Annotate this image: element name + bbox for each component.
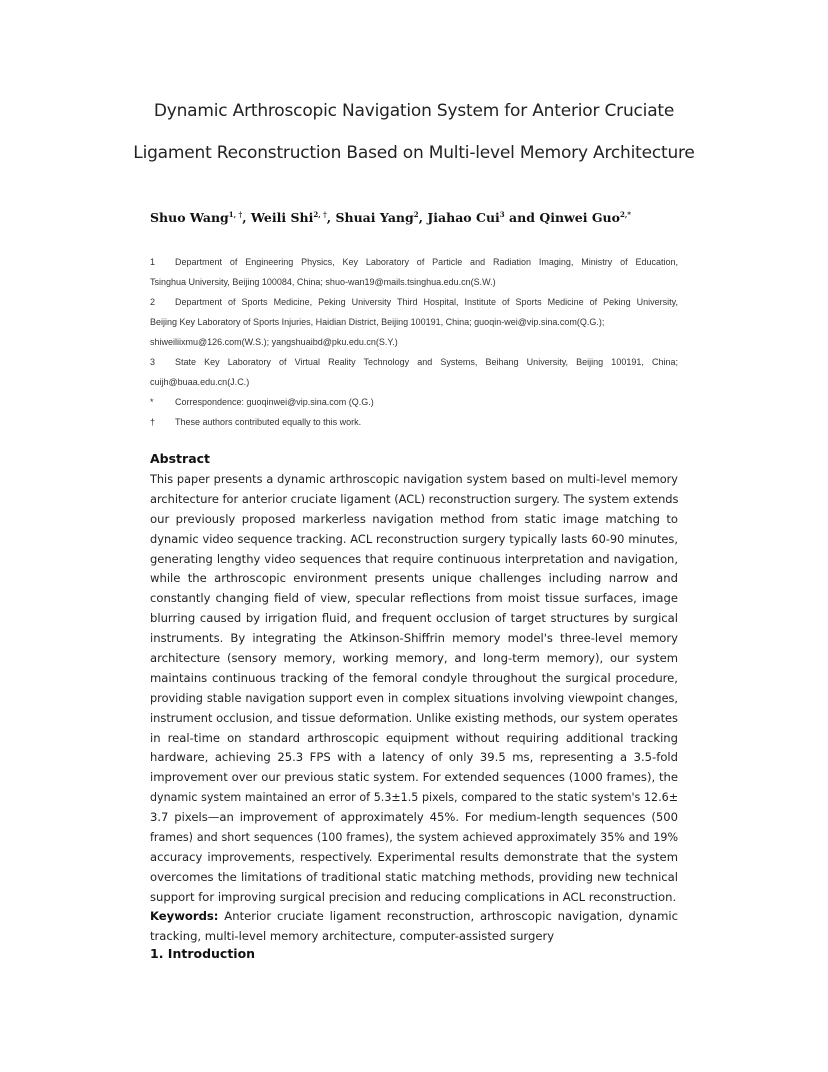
keywords-line-2: tracking, multi-level memory architecture, computer-assisted surgery [150,928,555,943]
author-affiliation-mark: 2, † [313,209,327,219]
paper-title-line-2: Ligament Reconstruction Based on Multi-level Memory Architecture [133,143,695,163]
author-affiliation-mark: 3 [499,209,505,219]
abstract-line: support for improving surgical precision and reducing complications in ACL reconstruction. [150,889,677,904]
affiliation-text: These authors contributed equally to this work. [175,417,362,427]
abstract-line: This paper presents a dynamic arthroscopic navigation system based on multi-level memory [150,473,678,486]
affiliation-text-line-1: State Key Laboratory of Virtual Reality Technology and Systems, Beihang University, Beijing 100191, China; [175,357,678,367]
affiliation-item [150,332,678,352]
author-separator: , [326,210,336,225]
author-separator: , [242,210,251,225]
affiliation-text-continuation: shiweiliixmu@126.com(W.S.); yangshuaibd@pku.edu.cn(S.Y.) [150,337,398,347]
author-name: Qinwei Guo [539,210,620,225]
abstract-line: generating lengthy video sequences that require continuous interpretation and navigation, [150,551,678,566]
abstract-line: instruments. By integrating the Atkinson-Shiffrin memory model's three-level memory [150,631,678,646]
abstract-line: constantly changing field of view, specular reflections from moist tissue surfaces, image [150,591,678,606]
affiliation-item [150,292,678,332]
abstract-line: blurring caused by irrigation fluid, and frequent occlusion of target structures by surgical [150,611,678,626]
affiliation-marker: 2 [150,297,156,307]
author-separator: , [418,210,428,225]
affiliation-marker: 1 [150,257,156,267]
section-heading-introduction: 1. Introduction [150,946,256,961]
abstract-line: providing stable navigation support even in complex situations involving viewpoint changes, [150,691,678,705]
abstract-line: instrument occlusion, and tissue deformation. Unlike existing methods, our system operates [150,710,678,725]
affiliation-text-continuation: Beijing Key Laboratory of Sports Injuries, Haidian District, Beijing 100191, China; guoqin-wei@vip.sina.com(Q.G.); [150,317,605,327]
abstract-line: overcomes the limitations of traditional static matching methods, providing new technical [150,869,678,884]
abstract-line: maintains continuous tracking of the femoral condyle throughout the surgical procedure, [150,670,678,685]
paper-title-line-1: Dynamic Arthroscopic Navigation System for Anterior Cruciate [153,101,675,121]
affiliation-item [150,252,678,292]
author-name: Shuo Wang [150,210,229,225]
keywords-text-1: Anterior cruciate ligament reconstruction, arthroscopic navigation, dynamic [218,909,678,923]
affiliation-item [150,352,678,392]
author-affiliation-mark: 2 [413,209,419,219]
abstract-line: our previously proposed markerless navigation method from static image matching to [150,511,678,526]
affiliation-text: Correspondence: guoqinwei@vip.sina.com (Q.G.) [175,397,374,407]
keywords-block [150,907,678,947]
affiliation-marker: † [150,417,156,427]
abstract-line: accuracy improvements, respectively. Experimental results demonstrate that the system [150,849,678,864]
author-list [150,210,631,225]
abstract-line: 3.7 pixels—an improvement of approximately 45%. For medium-length sequences (500 [150,810,678,825]
affiliation-text-line-1: Department of Sports Medicine, Peking University Third Hospital, Institute of Sports Medicine of Peking University, [175,297,678,307]
abstract-line: architecture (sensory memory, working memory, and long-term memory), our system [150,651,678,666]
abstract-line: hardware, achieving 25.3 FPS with a latency of only 39.5 ms, representing a 3.5-fold [150,750,678,765]
keywords-line-1 [150,907,678,927]
abstract-body [150,470,678,908]
abstract-line: improvement over our previous static system. For extended sequences (1000 frames), the [150,770,678,785]
author-separator: and [504,210,540,225]
author-name: Jiahao Cui [427,210,500,225]
affiliation-text-continuation: Tsinghua University, Beijing 100084, China; shuo-wan19@mails.tsinghua.edu.cn(S.W.) [150,277,496,287]
author-name: Weili Shi [250,210,314,225]
abstract-line: in real-time on standard arthroscopic equipment without requiring additional tracking [150,730,678,745]
keywords-label: Keywords: [150,909,219,923]
affiliation-item [150,392,678,412]
affiliation-list [150,252,678,432]
affiliation-marker: * [150,397,154,407]
author-affiliation-mark: 1, † [228,209,243,219]
affiliation-text-line-1: Department of Engineering Physics, Key Laboratory of Particle and Radiation Imaging, Ministry of Education, [175,257,678,267]
affiliation-item [150,412,678,432]
affiliation-marker: 3 [150,357,156,367]
abstract-line: frames) and short sequences (100 frames), the system achieved approximately 35% and 19% [150,831,678,845]
author-name: Shuai Yang [335,210,414,225]
abstract-line: architecture for anterior cruciate ligament (ACL) reconstruction surgery. The system extends [150,491,678,506]
abstract-line: while the arthroscopic environment presents unique challenges including narrow and [150,571,678,586]
abstract-line: dynamic video sequence tracking. ACL reconstruction surgery typically lasts 60-90 minutes, [150,531,678,546]
affiliation-text-continuation: cuijh@buaa.edu.cn(J.C.) [150,377,250,387]
abstract-heading: Abstract [150,451,211,466]
abstract-line: dynamic system maintained an error of 5.3±1.5 pixels, compared to the static system's 12.6± [150,791,678,805]
author-affiliation-mark: 2,* [619,209,631,219]
